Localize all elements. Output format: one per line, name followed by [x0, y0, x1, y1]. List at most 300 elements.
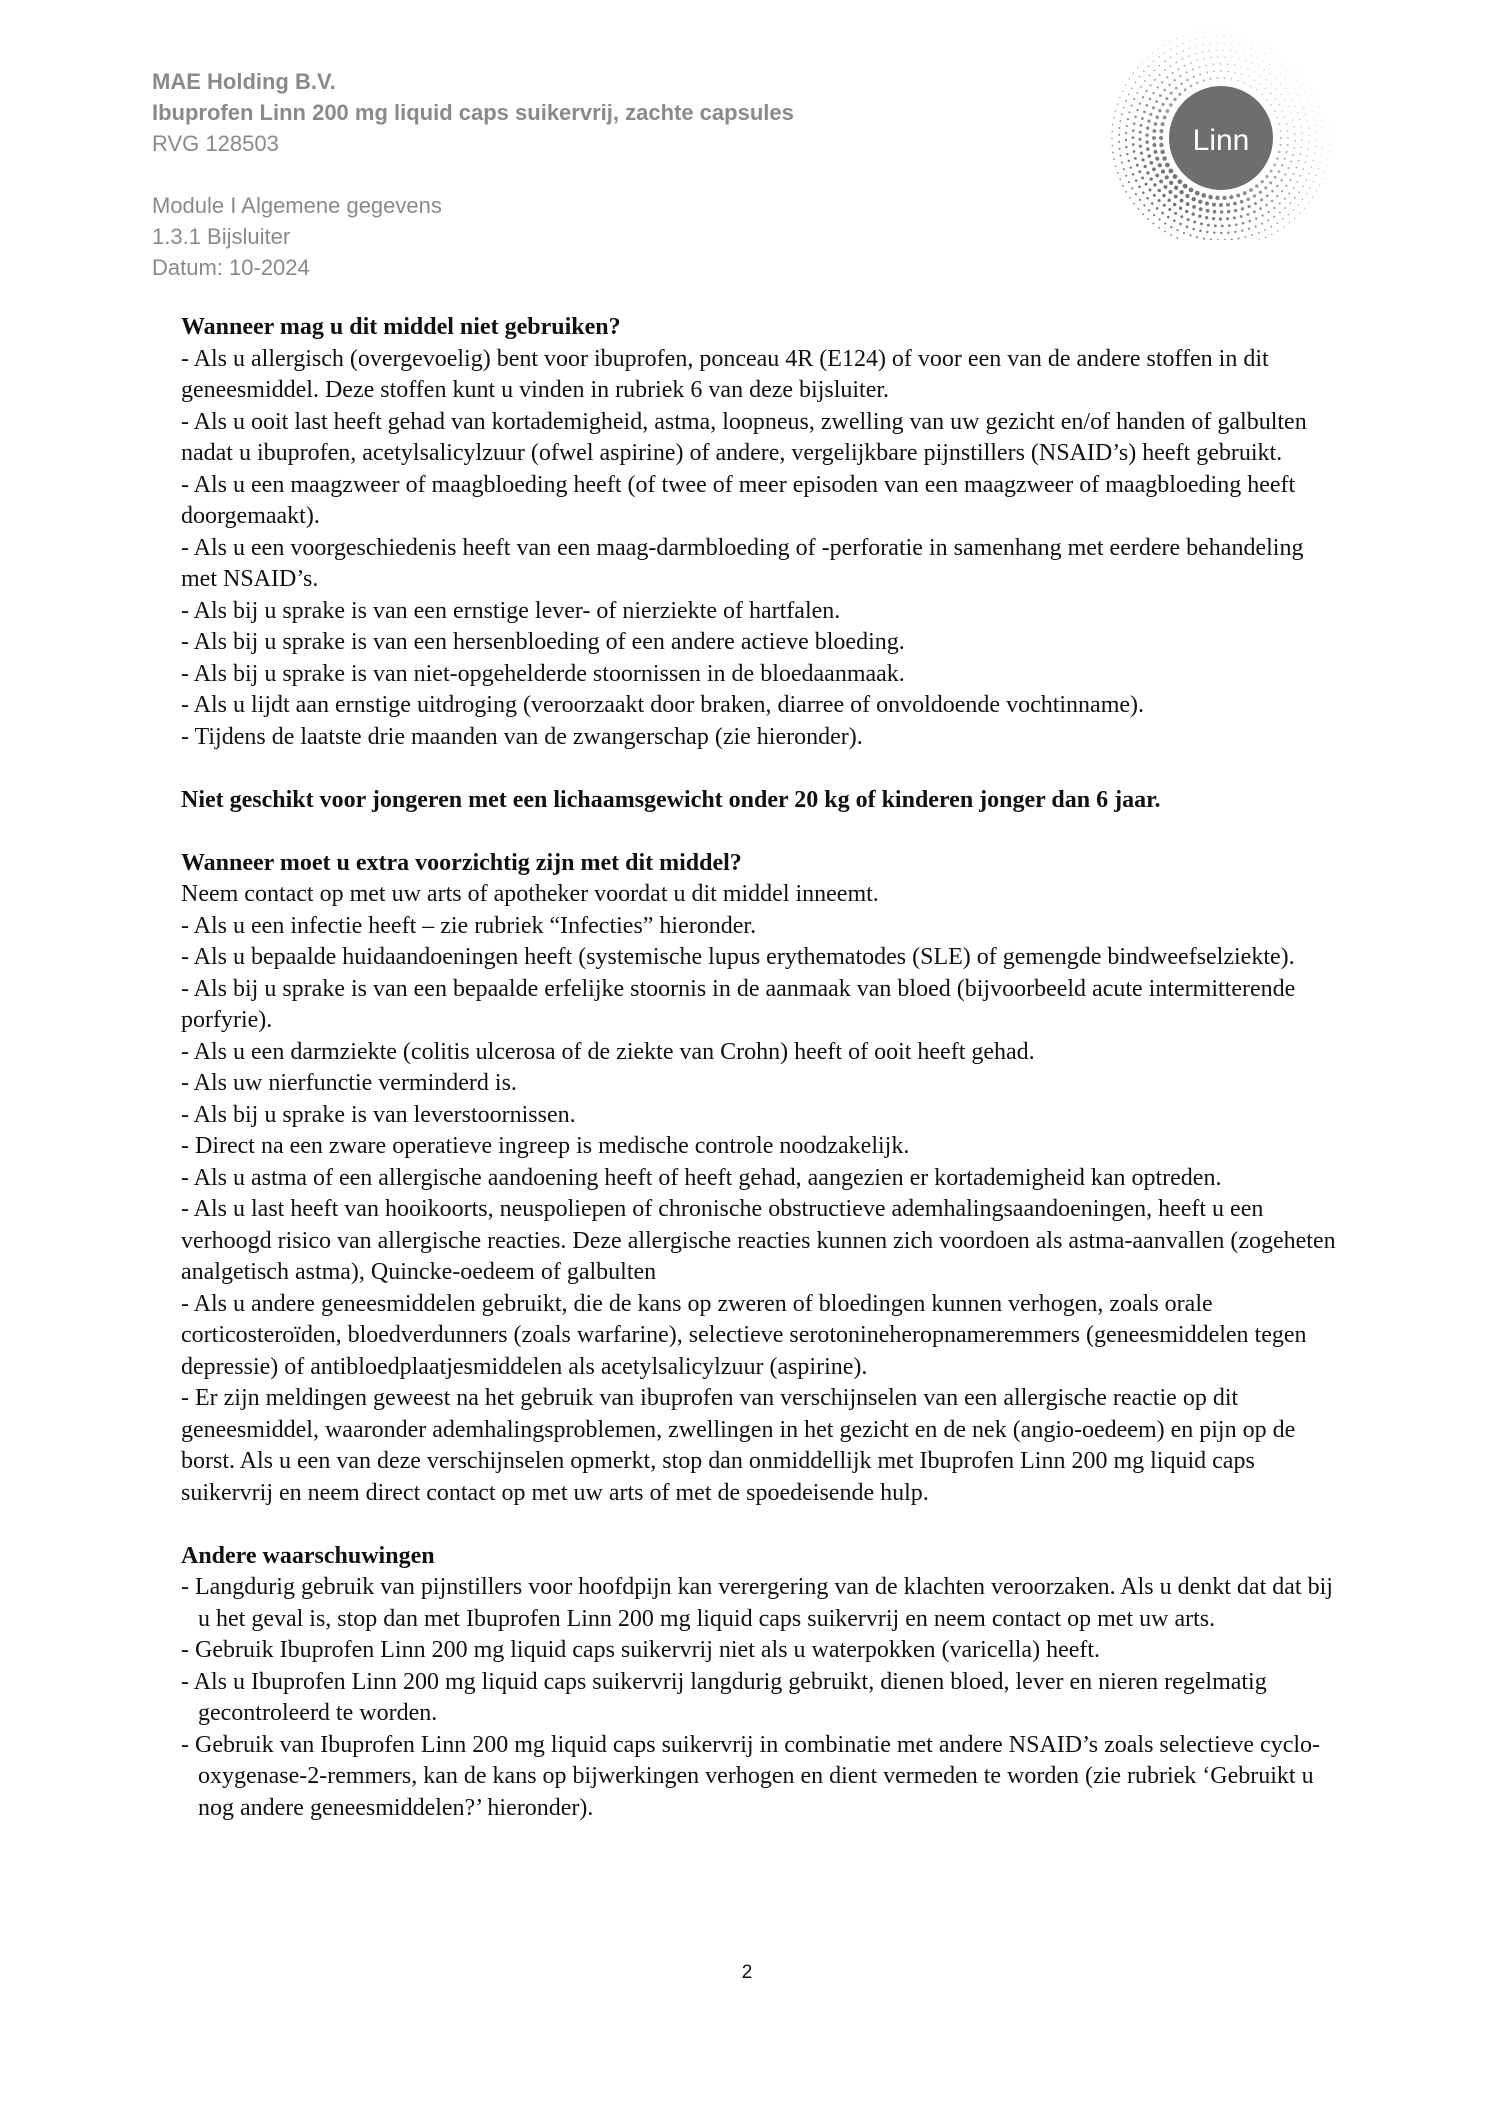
logo-dot [1200, 222, 1203, 225]
logo-dot [1265, 204, 1268, 207]
logo-dot [1208, 195, 1213, 200]
logo-dot [1165, 163, 1170, 168]
logo-dot [1146, 171, 1149, 174]
logo-dot [1288, 192, 1290, 194]
logo-dot [1308, 148, 1310, 150]
logo-dot [1147, 57, 1148, 58]
logo-dot [1190, 62, 1192, 64]
logo-dot [1147, 154, 1151, 158]
logo-dot [1189, 188, 1194, 193]
logo-dot [1321, 120, 1322, 121]
logo-dot [1273, 207, 1275, 209]
logo-dot [1222, 196, 1226, 200]
logo-dot [1256, 89, 1258, 91]
logo-dot [1205, 65, 1207, 67]
logo-dot [1300, 86, 1301, 87]
logo-dot [1318, 168, 1319, 169]
logo-dot [1250, 55, 1251, 56]
logo-dot [1238, 37, 1239, 38]
logo-dot [1143, 110, 1146, 113]
logo-dot [1284, 88, 1285, 89]
logo-dot [1192, 197, 1196, 201]
logo-dot [1195, 191, 1200, 196]
logo-dot [1315, 146, 1316, 147]
logo-dot [1131, 88, 1133, 90]
logo-dot [1111, 145, 1113, 147]
logo-dot [1158, 48, 1159, 49]
logo-dot [1289, 179, 1291, 181]
logo-dot [1152, 136, 1156, 140]
logo-dot [1308, 202, 1309, 203]
logo-dot [1148, 65, 1149, 66]
logo-dot [1227, 232, 1229, 234]
logo-dot [1285, 77, 1286, 78]
logo-dot [1240, 215, 1243, 218]
section-heading-contraindications: Wanneer mag u dit middel niet gebruiken? [181, 314, 621, 340]
logo-dot [1261, 94, 1263, 96]
logo-dot [1184, 65, 1186, 67]
section-heading-other-warnings: Andere waarschuwingen [181, 1542, 435, 1569]
logo-dot [1296, 80, 1297, 81]
logo-dot [1196, 236, 1198, 238]
logo-dot [1267, 211, 1269, 213]
logo-dot [1192, 212, 1195, 215]
logo-dot [1261, 214, 1263, 216]
company-name: MAE Holding B.V. [152, 69, 336, 94]
logo-dot [1154, 122, 1158, 126]
logo-dot [1231, 57, 1232, 58]
logo-dot [1247, 205, 1250, 208]
logo-dot [1117, 172, 1119, 174]
logo-dot [1227, 63, 1229, 65]
logo-dot [1133, 150, 1136, 153]
logo-dot [1246, 213, 1249, 216]
logo-dot [1214, 224, 1217, 227]
logo-dot [1322, 134, 1323, 135]
logo-dot [1266, 99, 1268, 101]
logo-dot [1251, 234, 1253, 236]
logo-dot [1224, 56, 1225, 57]
logo-dot [1156, 207, 1159, 210]
logo-dot [1318, 106, 1319, 107]
logo-dot [1287, 106, 1288, 107]
logo-dot [1179, 190, 1183, 194]
logo-dot [1173, 203, 1176, 206]
logo-dot [1173, 219, 1176, 222]
logo-dot [1258, 232, 1260, 234]
logo-dot [1219, 203, 1223, 207]
logo-dot [1241, 229, 1243, 231]
logo-dot [1306, 155, 1308, 157]
logo-dot [1149, 177, 1152, 180]
logo-dot [1234, 209, 1237, 212]
logo-dot [1305, 179, 1307, 181]
logo-dot [1315, 174, 1316, 175]
logo-dot [1168, 190, 1172, 194]
logo-dot [1164, 69, 1166, 71]
logo-dot [1175, 61, 1177, 63]
logo-dot [1153, 150, 1157, 154]
logo-dot [1139, 199, 1141, 201]
logo-dot [1309, 187, 1310, 188]
page-number: 2 [741, 1962, 753, 1983]
logo-dot [1234, 231, 1236, 233]
section-intro: Neem contact op met uw arts of apotheker voordat u dit middel inneemt. [181, 881, 879, 907]
logo-dot [1294, 140, 1296, 142]
logo-dot [1131, 187, 1133, 189]
logo-dot [1112, 124, 1113, 125]
logo-dot [1117, 103, 1118, 104]
logo-dot [1281, 110, 1283, 112]
logo-dot [1274, 176, 1277, 179]
logo-dot [1203, 37, 1204, 38]
logo-dot [1278, 104, 1280, 106]
logo-dot [1185, 210, 1188, 213]
logo-dot [1132, 129, 1135, 132]
logo-dot [1147, 218, 1149, 220]
logo-dot [1140, 151, 1143, 154]
logo-dot [1152, 53, 1153, 54]
logo-dot [1248, 228, 1250, 230]
logo-dot [1292, 154, 1294, 156]
logo-dot [1297, 112, 1298, 113]
logo-dot [1203, 30, 1204, 31]
logo-dot [1220, 63, 1222, 65]
logo-dot [1266, 194, 1269, 197]
logo-dot [1315, 100, 1316, 101]
logo-dot [1245, 60, 1246, 61]
logo-dot [1278, 151, 1281, 154]
logo-dot [1128, 111, 1130, 113]
logo-dot [1303, 107, 1304, 108]
logo-dot [1180, 215, 1183, 218]
logo-dot [1188, 55, 1190, 57]
logo-dot [1300, 153, 1302, 155]
logo-dot [1326, 165, 1327, 166]
logo-dot [1125, 146, 1127, 148]
logo-dot [1235, 223, 1238, 226]
logo-dot [1226, 217, 1229, 220]
logo-dot [1229, 195, 1233, 199]
logo-dot [1112, 152, 1114, 154]
logo-dot [1170, 49, 1171, 50]
logo-dot [1301, 139, 1303, 141]
logo-dot [1196, 46, 1197, 47]
logo-dot [1152, 92, 1155, 95]
logo-dot [1293, 88, 1294, 89]
logo-dot [1220, 210, 1224, 214]
logo-dot [1166, 109, 1170, 113]
logo-dot [1270, 49, 1271, 50]
logo-dot [1279, 202, 1281, 204]
logo-dot [1153, 183, 1156, 186]
logo-dot [1270, 57, 1271, 58]
logo-dot [1185, 71, 1187, 73]
logo-dot [1159, 74, 1161, 76]
logo-dot [1136, 92, 1138, 94]
logo-dot [1126, 153, 1128, 155]
logo-dot [1241, 207, 1244, 210]
logo-dot [1249, 220, 1252, 223]
logo-dot [1217, 43, 1218, 44]
logo-dot [1203, 44, 1204, 45]
logo-dot [1132, 136, 1135, 139]
logo-dot [1255, 225, 1257, 227]
list-item: - Gebruik van Ibuprofen Linn 200 mg liquid caps suikervrij in combinatie met andere NSAID’s zoals selectieve cyclo-oxygenase-2-remmers, kan de kans op bijwerkingen verhogen en dient vermeden te worden (zie rubriek ‘Gebruikt u nog andere geneesmiddelen?’ hieronder). [181, 1731, 1321, 1821]
logo-dot [1168, 208, 1171, 211]
logo-dot [1121, 113, 1123, 115]
list-item: - Als u een voorgeschiedenis heeft van een maag-darmbloeding of -perforatie in samenhang met eerdere behandeling met NSAID’s. [181, 534, 1304, 592]
logo-dot [1273, 216, 1275, 218]
logo-dot [1156, 116, 1160, 120]
logo-dot [1161, 103, 1164, 106]
logo-dot [1281, 164, 1284, 167]
logo-dot [1284, 158, 1286, 160]
logo-dot [1217, 36, 1218, 37]
logo-text: Linn [1192, 124, 1250, 157]
logo-dot [1176, 237, 1178, 239]
logo-dot [1255, 217, 1257, 219]
logo-dot [1176, 53, 1177, 54]
logo-dot [1164, 61, 1166, 63]
logo-dot [1183, 184, 1188, 189]
logo-dot [1314, 153, 1315, 154]
logo-dot [1242, 222, 1245, 225]
logo-dot [1312, 197, 1313, 198]
logo-dot [1160, 150, 1165, 155]
logo-dot [1320, 161, 1321, 162]
logo-dot [1292, 65, 1293, 66]
logo-dot [1322, 127, 1323, 128]
logo-dot [1270, 226, 1272, 228]
logo-dot [1139, 102, 1141, 104]
logo-dot [1125, 132, 1127, 134]
logo-dot [1265, 175, 1268, 178]
logo-dot [1265, 237, 1266, 238]
logo-dot [1145, 133, 1148, 136]
logo-dot [1244, 82, 1246, 84]
logo-dot [1210, 238, 1212, 240]
list-item: - Als u allergisch (overgevoelig) bent voor ibuprofen, ponceau 4R (E124) of voor een van de andere stoffen in dit geneesmiddel. Deze stoffen kunt u vinden in rubriek 6 van deze bijsluiter. [181, 345, 1269, 403]
document-header [152, 66, 794, 283]
logo-dot [1210, 57, 1212, 59]
logo-dot [1125, 139, 1127, 141]
logo-dot [1164, 231, 1166, 233]
logo-dot [1143, 204, 1145, 206]
logo-dot [1247, 76, 1249, 78]
logo-dot [1118, 134, 1120, 136]
logo-dot [1115, 165, 1117, 167]
logo-dot [1119, 97, 1120, 98]
logo-dot [1258, 43, 1259, 44]
logo-dot [1304, 208, 1305, 209]
logo-dot [1178, 93, 1181, 96]
logo-dot [1302, 76, 1303, 77]
logo-dot [1149, 84, 1151, 86]
logo-dot [1243, 52, 1244, 53]
logo-dot [1213, 70, 1215, 72]
logo-dot [1216, 49, 1217, 50]
logo-dot [1297, 94, 1298, 95]
logo-dot [1329, 123, 1330, 124]
logo-dot [1176, 229, 1178, 231]
logo-dot [1165, 175, 1169, 179]
logo-dot [1149, 113, 1152, 116]
logo-dot [1136, 109, 1138, 111]
logo-dot [1284, 207, 1286, 209]
logo-dot [1192, 205, 1196, 209]
list-item: - Als u astma of een allergische aandoening heeft of heeft gehad, aangezien er kortademigheid kan optreden. [181, 1164, 1222, 1191]
logo-dot [1198, 200, 1202, 204]
logo-dot [1328, 158, 1329, 159]
logo-dot [1174, 195, 1178, 199]
list-item: - Als u bepaalde huidaandoeningen heeft (systemische lupus erythematodes (SLE) of gemengde bindweefselziekte). [181, 944, 1295, 970]
logo-dot [1156, 86, 1158, 88]
age-weight-warning: Niet geschikt voor jongeren met een lichaamsgewicht onder 20 kg of kinderen jonger dan 6 jaar. [181, 786, 1161, 813]
list-item: - Gebruik Ibuprofen Linn 200 mg liquid caps suikervrij niet als u waterpokken (varicella) heeft. [181, 1637, 1101, 1663]
logo-dot [1189, 33, 1190, 34]
logo-dot [1118, 141, 1120, 143]
logo-dot [1274, 98, 1276, 100]
logo-dot [1245, 236, 1247, 238]
logo-dot [1231, 29, 1232, 30]
logo-dot [1145, 183, 1148, 186]
logo-dot [1219, 217, 1222, 220]
logo-dot [1251, 63, 1252, 64]
logo-dot [1152, 143, 1156, 147]
logo-dot [1170, 41, 1171, 42]
logo-dot [1159, 65, 1161, 67]
logo-dot [1159, 218, 1161, 220]
logo-dot [1190, 85, 1193, 88]
logo-dot [1170, 92, 1173, 95]
logo-dot [1283, 226, 1284, 227]
logo-dot [1148, 209, 1150, 211]
logo-dot [1227, 210, 1231, 214]
logo-dot [1271, 200, 1274, 203]
logo-dot [1254, 71, 1255, 72]
logo-dot [1270, 92, 1272, 94]
logo-dot [1159, 143, 1163, 147]
logo-dot [1269, 64, 1270, 65]
logo-dot [1153, 194, 1156, 197]
logo-dot [1197, 60, 1199, 62]
logo-dot [1300, 101, 1301, 102]
logo-dot [1305, 114, 1306, 115]
logo-dot [1243, 191, 1247, 195]
logo-dot [1224, 36, 1225, 37]
logo-dot [1290, 161, 1292, 163]
logo-dot [1172, 72, 1174, 74]
logo-dot [1276, 195, 1278, 197]
logo-dot [1293, 126, 1295, 128]
logo-dot [1189, 234, 1191, 236]
logo-dot [1300, 126, 1301, 127]
list-item: - Als uw nierfunctie verminderd is. [181, 1070, 517, 1096]
logo-dot [1199, 66, 1201, 68]
logo-dot [1144, 80, 1146, 82]
logo-dot [1271, 234, 1272, 235]
logo-dot [1276, 88, 1277, 89]
logo-dot [1210, 36, 1211, 37]
logo-dot [1149, 161, 1153, 165]
logo-dot [1138, 186, 1141, 189]
logo-dot [1158, 199, 1161, 202]
logo-dot [1209, 50, 1210, 51]
logo-dot [1203, 238, 1205, 240]
logo-dot [1111, 138, 1113, 140]
logo-dot [1267, 219, 1269, 221]
logo-dot [1161, 212, 1164, 215]
logo-dot [1270, 104, 1272, 106]
logo-dot [1132, 143, 1135, 146]
logo-dot [1251, 48, 1252, 49]
logo-dot [1288, 214, 1290, 216]
logo-dot [1231, 238, 1233, 240]
logo-dot [1198, 215, 1201, 218]
logo-dot [1182, 58, 1184, 60]
logo-dot [1231, 36, 1232, 37]
logo-dot [1210, 43, 1211, 44]
logo-dot [1189, 48, 1190, 49]
logo-dot [1144, 165, 1147, 168]
logo-dot [1313, 181, 1314, 182]
logo-dot [1304, 92, 1305, 93]
logo-dot [1263, 60, 1264, 61]
logo-dot [1177, 179, 1182, 184]
logo-dot [1141, 117, 1144, 120]
logo-dot [1276, 157, 1279, 160]
logo-dot [1155, 100, 1158, 103]
logo-dot [1153, 70, 1155, 72]
logo-dot [1245, 46, 1246, 47]
logo-dot [1244, 38, 1245, 39]
logo-dot [1175, 87, 1178, 90]
logo-dot [1276, 61, 1277, 62]
logo-dot [1282, 218, 1284, 220]
list-item: - Als bij u sprake is van leverstoornissen. [181, 1101, 576, 1128]
logo-dot [1152, 167, 1156, 171]
logo-dot [1313, 118, 1314, 119]
logo-dot [1115, 110, 1116, 111]
logo-dot [1260, 83, 1262, 85]
logo-dot [1168, 84, 1171, 87]
logo-dot [1308, 173, 1309, 174]
logo-dot [1154, 79, 1156, 81]
logo-dot [1174, 186, 1178, 190]
logo-dot [1142, 213, 1144, 215]
logo-dot [1294, 197, 1296, 199]
list-item: - Tijdens de laatste drie maanden van de zwangerschap (zie hieronder). [181, 723, 863, 750]
logo-dot [1128, 181, 1130, 183]
logo-dot [1199, 207, 1203, 211]
logo-dot [1111, 131, 1113, 133]
logo-dot [1129, 197, 1131, 199]
logo-dot [1328, 116, 1329, 117]
list-item: - Als u een maagzweer of maagbloeding heeft (of twee of meer episoden van een maagzweer of maagbloeding heeft doorgemaakt). [181, 471, 1296, 529]
list-item: - Als bij u sprake is van een bepaalde erfelijke stoornis in de aanmaak van bloed (bijvoorbeeld acute intermitterende porfyrie). [181, 975, 1296, 1033]
logo-dot [1275, 68, 1276, 69]
logo-dot [1127, 118, 1129, 120]
logo-dot [1205, 216, 1208, 219]
logo-dot [1193, 221, 1196, 224]
logo-dot [1330, 137, 1331, 138]
logo-dot [1319, 184, 1320, 185]
logo-dot [1302, 168, 1304, 170]
logo-dot [1169, 181, 1173, 185]
logo-dot [1276, 185, 1279, 188]
logo-dot [1310, 105, 1311, 106]
